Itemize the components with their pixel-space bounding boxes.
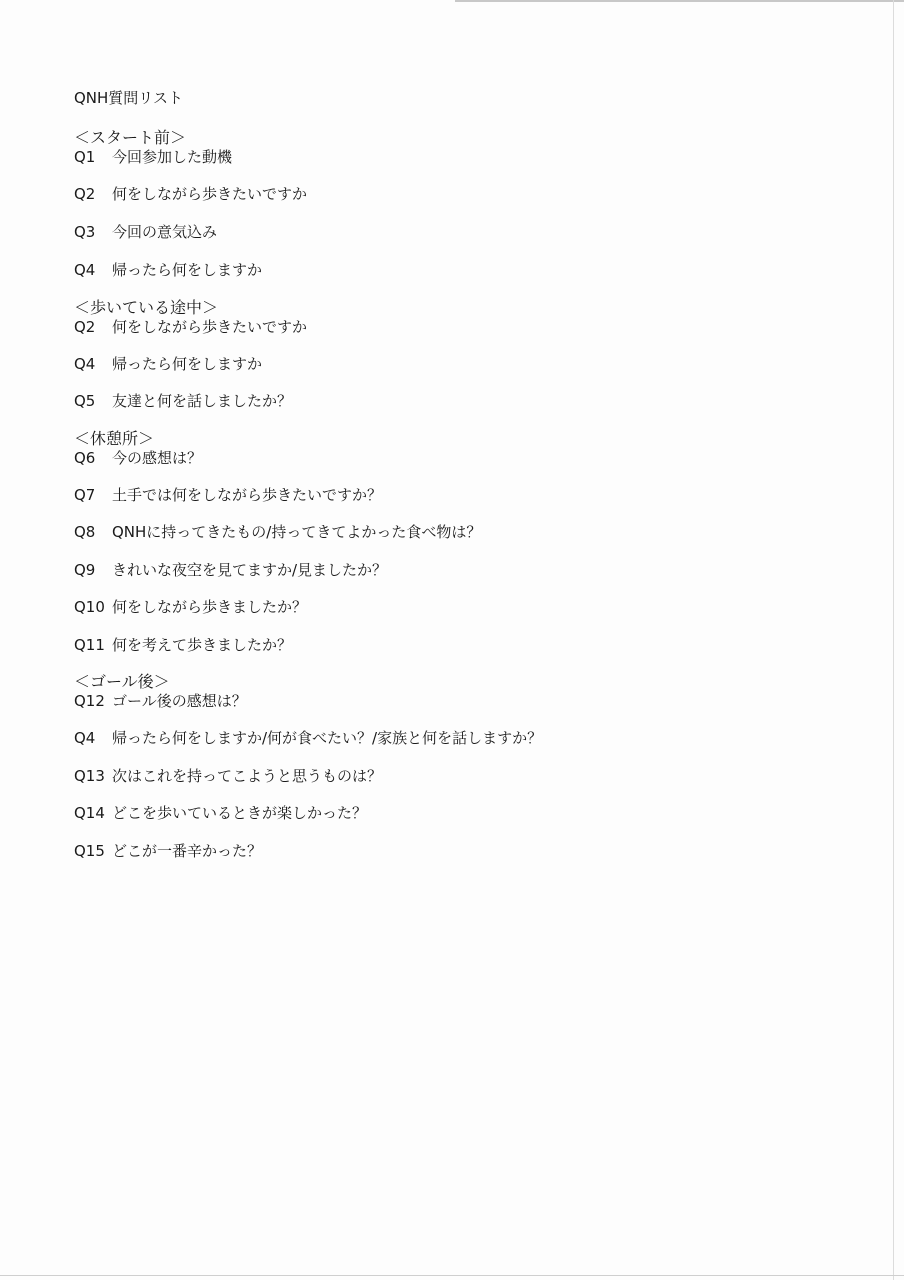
question-number: Q10: [74, 598, 105, 616]
question-item: [74, 728, 542, 748]
section-heading-walking: ＜歩いている途中＞: [74, 298, 219, 317]
question-number: Q1: [74, 148, 96, 166]
question-text: 次はこれを持ってこようと思うものは？: [112, 767, 383, 785]
section-heading-after-goal: ＜ゴール後＞: [74, 672, 170, 691]
question-number: Q7: [74, 486, 96, 504]
section-heading-rest-area: ＜休憩所＞: [74, 429, 155, 448]
question-number: Q4: [74, 261, 96, 279]
question-number: Q12: [74, 692, 105, 710]
question-text: 土手では何をしながら歩きたいですか？: [112, 486, 383, 504]
question-number: Q5: [74, 392, 96, 410]
question-item: [74, 391, 292, 411]
scan-edge-right: [893, 0, 894, 1280]
question-item: [74, 522, 481, 542]
question-text: 帰ったら何をしますか/何が食べたい？/家族と何を話しますか？: [112, 729, 543, 747]
question-number: Q3: [74, 223, 96, 241]
question-number: Q4: [74, 355, 96, 373]
question-text: 今回の意気込み: [112, 223, 218, 241]
question-text: きれいな夜空を見てますか/見ましたか？: [112, 561, 388, 579]
question-number: Q13: [74, 767, 105, 785]
question-text: ゴール後の感想は？: [112, 692, 247, 710]
question-text: 今回参加した動機: [112, 148, 233, 166]
scan-edge-top: [455, 0, 904, 2]
question-item: [74, 560, 387, 580]
question-text: どこが一番辛かった？: [112, 842, 263, 860]
question-item: [74, 184, 307, 204]
question-number: Q9: [74, 561, 96, 579]
question-item: [74, 222, 217, 242]
question-item: [74, 260, 262, 280]
question-number: Q4: [74, 729, 96, 747]
question-text: 何をしながら歩きたいですか: [112, 318, 308, 336]
question-item: [74, 766, 382, 786]
question-number: Q15: [74, 842, 105, 860]
question-text: 今の感想は？: [112, 449, 203, 467]
question-item: [74, 841, 262, 861]
question-text: QNHに持ってきたもの/持ってきてよかった食べ物は？: [112, 523, 482, 541]
question-number: Q14: [74, 804, 105, 822]
question-number: Q2: [74, 185, 96, 203]
question-number: Q2: [74, 318, 96, 336]
question-item: [74, 485, 382, 505]
question-text: 帰ったら何をしますか: [112, 261, 263, 279]
question-text: 何をしながら歩きたいですか: [112, 185, 308, 203]
scan-edge-bottom: [0, 1275, 904, 1276]
question-item: [74, 635, 292, 655]
question-number: Q11: [74, 636, 105, 654]
question-text: 何をしながら歩きましたか？: [112, 598, 308, 616]
question-number: Q8: [74, 523, 96, 541]
question-text: どこを歩いているときが楽しかった？: [112, 804, 368, 822]
question-text: 友達と何を話しましたか？: [112, 392, 293, 410]
question-item: [74, 803, 367, 823]
question-text: 帰ったら何をしますか: [112, 355, 263, 373]
question-item: [74, 448, 202, 468]
question-item: [74, 147, 232, 167]
question-text: 何を考えて歩きましたか？: [112, 636, 293, 654]
question-item: [74, 691, 247, 711]
question-item: [74, 597, 307, 617]
section-heading-before-start: ＜スタート前＞: [74, 128, 187, 147]
question-item: [74, 354, 262, 374]
document-title: QNH質問リスト: [74, 89, 184, 107]
question-item: [74, 317, 307, 337]
question-number: Q6: [74, 449, 96, 467]
